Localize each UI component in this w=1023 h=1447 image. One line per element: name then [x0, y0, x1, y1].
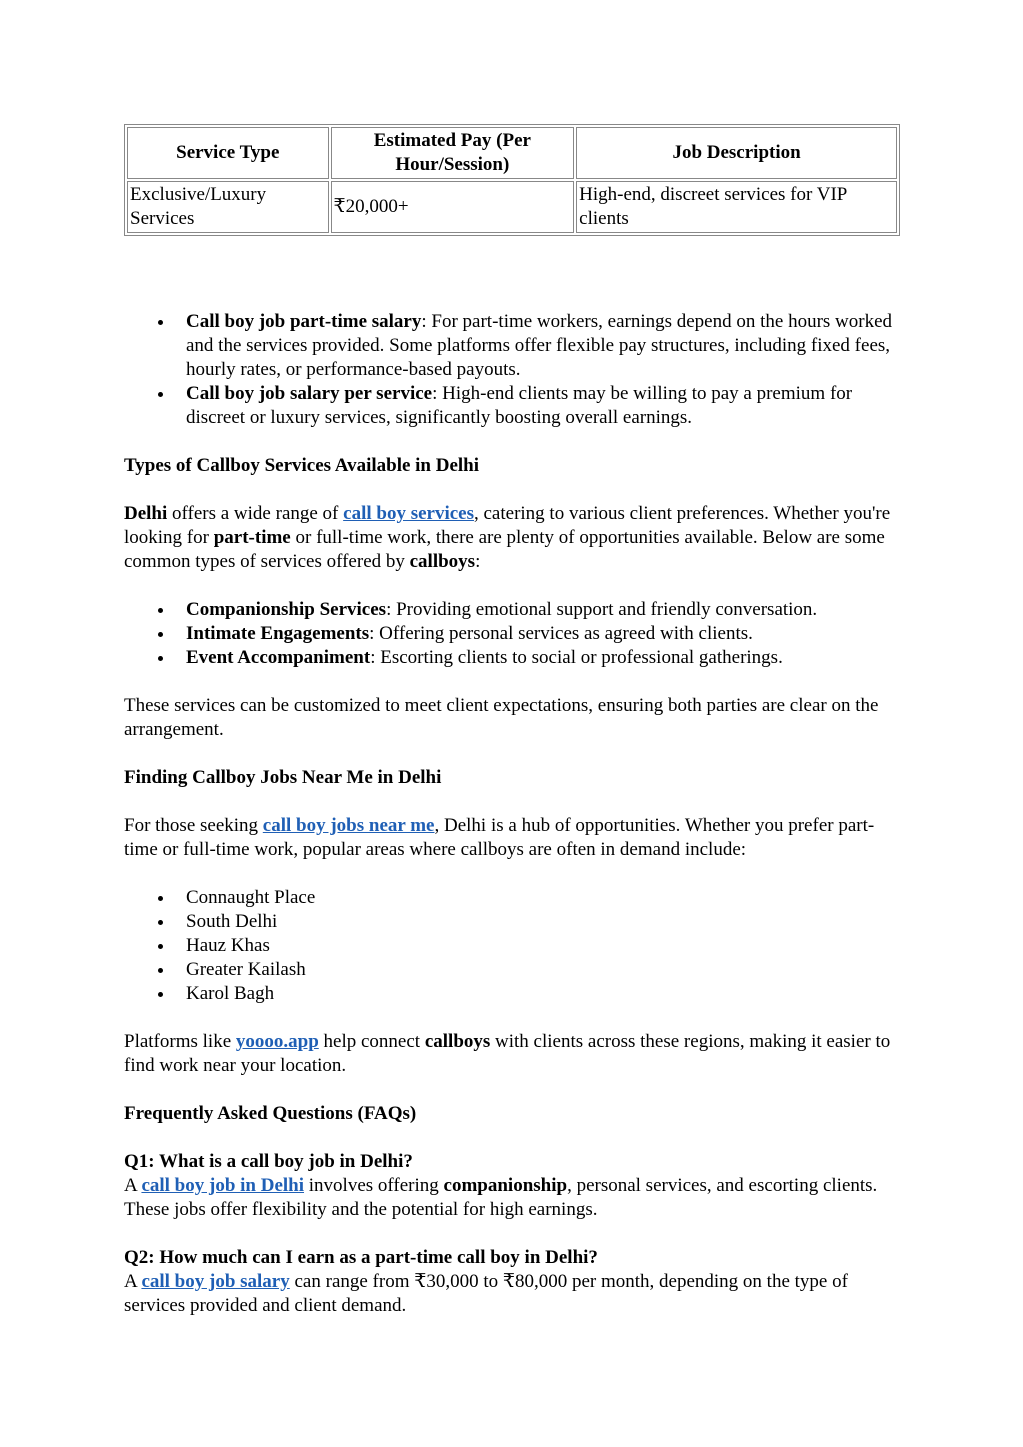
paragraph-text: , personal services, and escorting clients. These jobs offer flexibility and the potential for high earnings.	[124, 1175, 878, 1220]
faq-heading	[124, 1102, 900, 1126]
list-item	[186, 622, 900, 646]
paragraph-text: can range from ₹30,000 to ₹80,000 per month, depending on the type of services provided and client demand.	[124, 1271, 848, 1316]
list-item-title: Intimate Engagements	[186, 623, 370, 644]
finding-intro-paragraph	[124, 814, 900, 862]
cell-estimated-pay: ₹20,000+	[331, 181, 575, 233]
faq-question	[124, 1150, 900, 1174]
types-intro-paragraph	[124, 502, 900, 574]
list-item	[186, 646, 900, 670]
call-boy-services-link[interactable]: call boy services	[343, 503, 474, 524]
paragraph-text: help connect	[318, 1031, 425, 1052]
paragraph-text: or full-time work, there are plenty of opportunities available. Below are some common types of services offered by	[124, 527, 885, 572]
paragraph-text: , catering to various client preferences. Whether you're looking for	[124, 503, 891, 548]
types-heading	[124, 454, 900, 478]
paragraph-text: Platforms like	[124, 1031, 236, 1052]
pay-table	[124, 124, 900, 236]
list-item-title: Call boy job salary per service	[186, 383, 433, 404]
areas-list	[124, 886, 900, 1006]
service-types-list	[124, 598, 900, 670]
list-item-title: Event Accompaniment	[186, 647, 371, 668]
document-page	[124, 124, 900, 1318]
faq-item-q2	[124, 1246, 900, 1318]
call-boy-job-salary-link[interactable]: call boy job salary	[141, 1271, 290, 1292]
list-item	[186, 310, 900, 382]
list-item: Hauz Khas	[186, 934, 900, 958]
paragraph-text: A	[124, 1175, 142, 1196]
call-boy-jobs-near-me-link[interactable]: call boy jobs near me	[262, 815, 435, 836]
list-item: Greater Kailash	[186, 958, 900, 982]
list-item-title: Companionship Services	[186, 599, 387, 620]
yoooo-app-link[interactable]: yoooo.app	[235, 1031, 319, 1052]
header-service-type: Service Type	[127, 127, 329, 179]
bold-text: callboys	[409, 551, 476, 572]
cell-job-description: High-end, discreet services for VIP clients	[576, 181, 897, 233]
paragraph-text: with clients across these regions, making it easier to find work near your location.	[124, 1031, 891, 1076]
bold-text: companionship	[443, 1175, 568, 1196]
bold-text: Delhi	[124, 503, 168, 524]
header-job-description: Job Description	[576, 127, 897, 179]
faq-question	[124, 1246, 900, 1270]
call-boy-job-in-delhi-link[interactable]: call boy job in Delhi	[141, 1175, 305, 1196]
list-item-text: : For part-time workers, earnings depend on the hours worked and the services provided. Some platforms offer flexible pay structures, including fixed fees, hourly rates, or performance-based payouts.	[186, 311, 893, 380]
paragraph-text: involves offering	[304, 1175, 444, 1196]
bold-text: callboys	[424, 1031, 491, 1052]
finding-heading-text: Finding Callboy Jobs Near Me in Delhi	[124, 767, 442, 788]
faq-answer	[124, 1270, 900, 1318]
list-item: Karol Bagh	[186, 982, 900, 1006]
paragraph-text: offers a wide range of	[167, 503, 344, 524]
list-item-title: Call boy job part-time salary	[186, 311, 422, 332]
bold-text: part-time	[213, 527, 291, 548]
faq-heading-text: Frequently Asked Questions (FAQs)	[124, 1103, 417, 1124]
list-item	[186, 382, 900, 430]
list-item-text: : Providing emotional support and friendly conversation.	[386, 599, 818, 620]
list-item-text: : High-end clients may be willing to pay a premium for discreet or luxury services, significantly boosting overall earnings.	[186, 383, 853, 428]
list-item: South Delhi	[186, 910, 900, 934]
paragraph-text: :	[475, 551, 481, 572]
faq-answer	[124, 1174, 900, 1222]
paragraph-text: , Delhi is a hub of opportunities. Whether you prefer part-time or full-time work, popular areas where callboys are often in demand include:	[124, 815, 875, 860]
cell-service-type: Exclusive/Luxury Services	[127, 181, 329, 233]
paragraph-text: For those seeking	[124, 815, 263, 836]
header-estimated-pay: Estimated Pay (Per Hour/Session)	[331, 127, 575, 179]
types-heading-text: Types of Callboy Services Available in Delhi	[124, 455, 480, 476]
faq-question-text: Q1: What is a call boy job in Delhi?	[124, 1151, 413, 1172]
table-header-row	[127, 127, 897, 179]
list-item-text: : Escorting clients to social or professional gatherings.	[370, 647, 783, 668]
paragraph-text: A	[124, 1271, 142, 1292]
salary-list	[124, 310, 900, 430]
list-item: Connaught Place	[186, 886, 900, 910]
list-item	[186, 598, 900, 622]
types-outro-paragraph: These services can be customized to meet client expectations, ensuring both parties are clear on the arrangement.	[124, 695, 879, 740]
platforms-paragraph	[124, 1030, 900, 1078]
faq-item-q1	[124, 1150, 900, 1222]
table-row	[127, 181, 897, 233]
list-item-text: : Offering personal services as agreed with clients.	[369, 623, 753, 644]
faq-question-text: Q2: How much can I earn as a part-time call boy in Delhi?	[124, 1247, 598, 1268]
finding-heading	[124, 766, 900, 790]
